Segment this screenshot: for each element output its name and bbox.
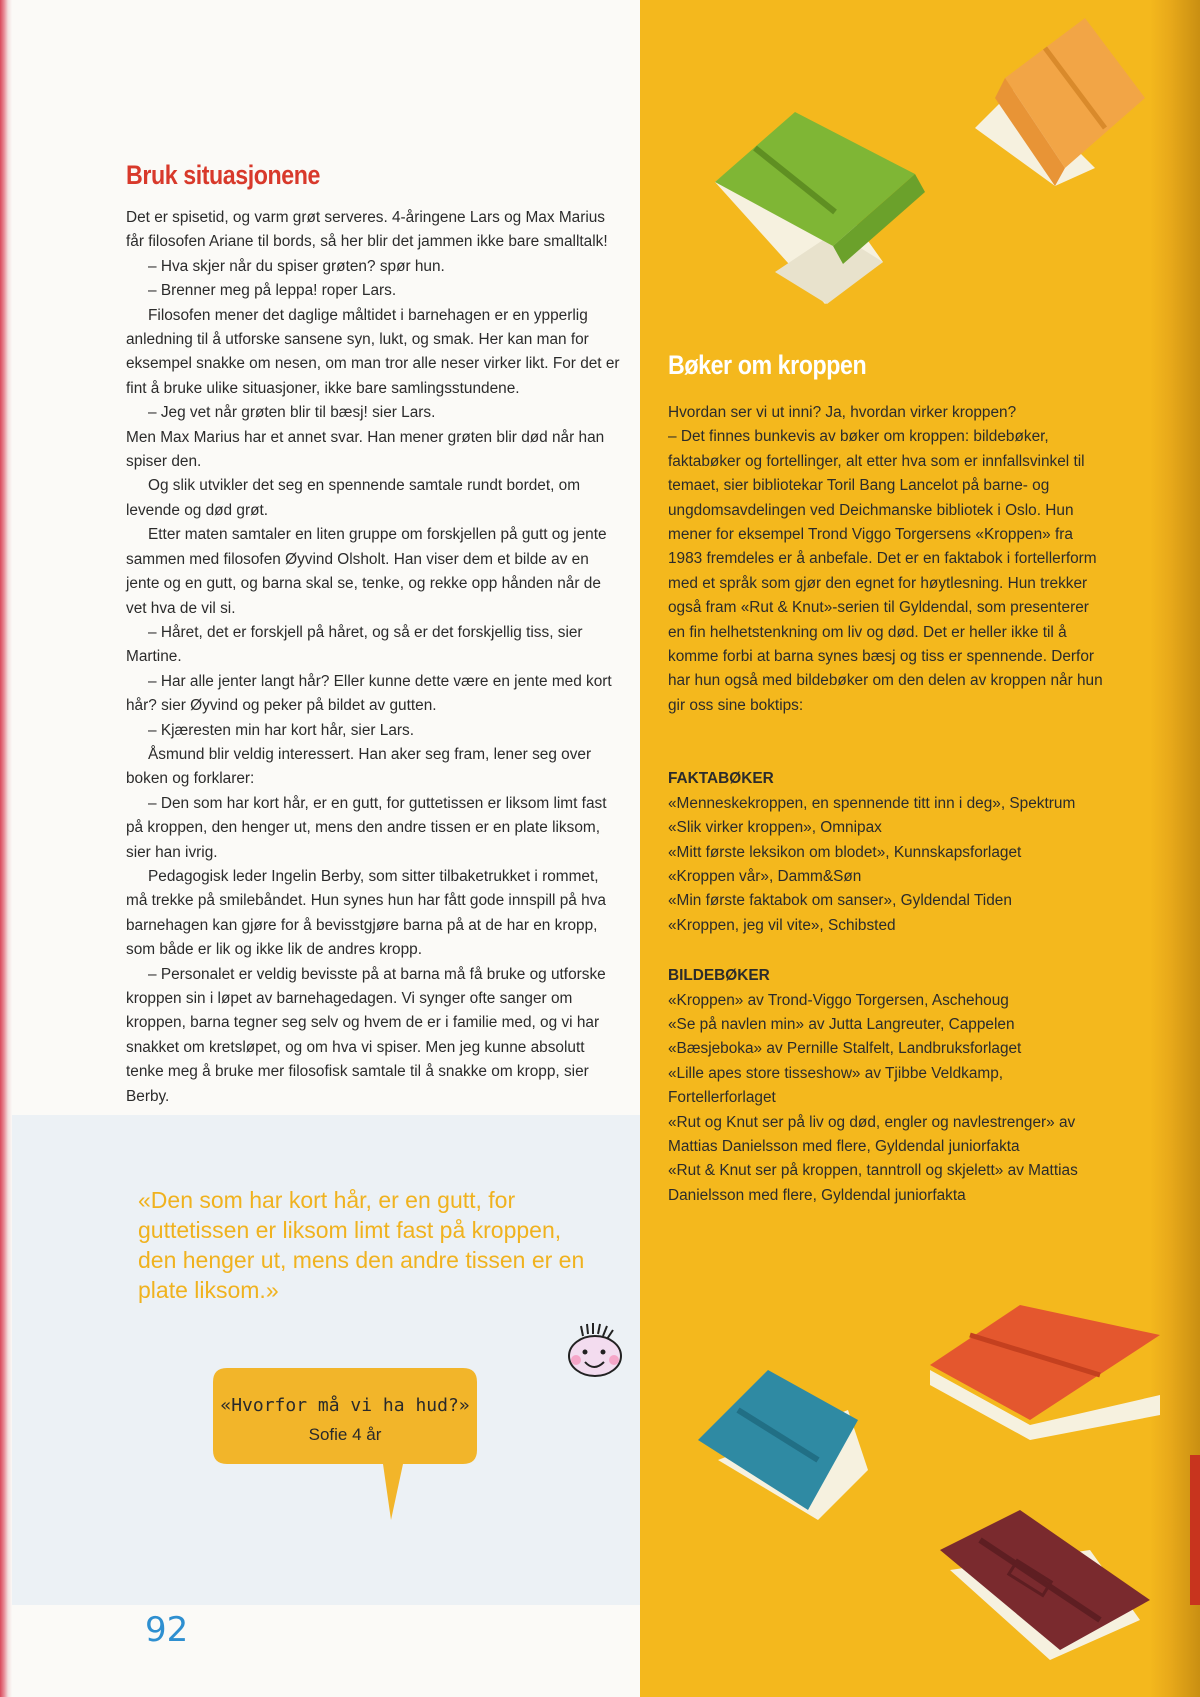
teal-book-icon (698, 1360, 878, 1525)
list-item: «Mitt første leksikon om blodet», Kunnskapsforlaget (668, 843, 1022, 861)
list-item: «Se på navlen min» av Jutta Langreuter, Cappelen (668, 1015, 1015, 1033)
article-paragraph: Pedagogisk leder Ingelin Berby, som sitter tilbaketrukket i rommet, må trekke på smilebåndet. Hun synes hun har fått gode innspill på hva barnehagen kan gjøre for å bevisstgjøre barna på at de har en kropp, som både er lik og ikke lik de andres kropp. (126, 867, 606, 959)
book-list-faktaboker (668, 767, 1108, 938)
list-item: «Kroppen vår», Damm&Søn (668, 867, 862, 885)
book-list-bildeboker (668, 964, 1108, 1208)
list-item: «Kroppen» av Trond-Viggo Torgersen, Aschehoug (668, 991, 1009, 1009)
list-item: «Bæsjeboka» av Pernille Stalfelt, Landbruksforlaget (668, 1040, 1022, 1058)
article-paragraph: – Har alle jenter langt hår? Eller kunne dette være en jente med kort hår? sier Øyvind og peker på bildet av gutten. (126, 672, 612, 715)
page-fold-shadow (1150, 0, 1200, 1697)
page-edge-stripe (0, 0, 12, 1697)
article-paragraph: Og slik utvikler det seg en spennende samtale rundt bordet, om levende og død grøt. (126, 477, 581, 519)
red-book-icon (930, 1305, 1160, 1440)
green-book-icon (715, 112, 930, 307)
list-heading: FAKTABØKER (668, 770, 774, 788)
sidebar-title: Bøker om kroppen (668, 350, 867, 380)
bubble-quote-text: «Hvorfor må vi ha hud?» (220, 1395, 470, 1416)
article-paragraph: Filosofen mener det daglige måltidet i barnehagen er en ypperlig anledning til å utforske sansene syn, lukt, og smak. Her kan man for eksempel snakke om nesen, om man tror alle neser virker likt. For det er fint å bruke ulike situasjoner, ikke bare samlingsstundene. (126, 306, 620, 397)
article-body (126, 206, 624, 1109)
page-tab-marker (1190, 1455, 1200, 1605)
list-item: «Lille apes store tisseshow» av Tjibbe Veldkamp, Fortellerforlaget (668, 1064, 1004, 1107)
article-title: Bruk situasjonene (126, 160, 320, 190)
list-item: «Kroppen, jeg vil vite», Schibsted (668, 916, 896, 934)
list-item: «Min første faktabok om sanser», Gyldendal Tiden (668, 892, 1012, 910)
sidebar-intro: – Det finnes bunkevis av bøker om kroppen: bildebøker, faktabøker og fortellinger, alt etter hva som er innfallsvinkel til temaet, sier bibliotekar Toril Bang Lancelot på barne- og ungdomsavdelingen ved Deichmanske bibliotek i Oslo. Hun mener for eksempel Trond Viggo Torgersens «Kroppen» fra 1983 fremdeles er å anbefale. Det er en faktabok i fortellerform med et språk som gjør den egnet for høytlesning. Hun trekker også fram «Rut & Knut»-serien til Gyldendal, som presenterer en fin helhetstenkning om liv og død. Det er heller ikke til å komme forbi at barna synes bæsj og tiss er spennende. Derfor har hun også med bildebøker om den delen av kroppen når hun gir oss sine boktips: (668, 428, 1103, 714)
article-paragraph: Det er spisetid, og varm grøt serveres. 4-åringene Lars og Max Marius får filosofen Ariane til bords, så her blir det jammen ikke bare smalltalk! (126, 209, 608, 251)
orange-book-icon (975, 18, 1150, 188)
article-paragraph: Men Max Marius har et annet svar. Han mener grøten blir død når han spiser den. (126, 428, 605, 471)
article-paragraph: – Hva skjer når du spiser grøten? spør hun. (148, 257, 445, 275)
sidebar-body (668, 401, 1108, 1208)
article-paragraph: – Kjæresten min har kort hår, sier Lars. (148, 721, 415, 739)
pull-quote: «Den som har kort hår, er en gutt, for guttetissen er liksom limt fast på kroppen, den henger ut, mens den andre tissen er en plate liksom.» (138, 1187, 585, 1303)
list-item: «Menneskekroppen, en spennende titt inn i deg», Spektrum (668, 794, 1076, 812)
list-heading: BILDEBØKER (668, 967, 770, 985)
article-paragraph: – Personalet er veldig bevisste på at barna må få bruke og utforske kroppen sin i løpet av barnehagedagen. Vi synger ofte sanger om kroppen, barna tegner seg selv og hvem de er i familie med, og vi har snakket om kretsløpet, og om hva vi spiser. Men jeg kunne absolutt tenke meg å bruke mer filosofisk samtale til å snakke om kropp, sier Berby. (126, 965, 606, 1105)
smiling-face-icon (563, 1322, 627, 1380)
article-paragraph: – Jeg vet når grøten blir til bæsj! sier Lars. (148, 404, 436, 422)
page-number: 92 (145, 1610, 189, 1650)
article-paragraph: – Brenner meg på leppa! roper Lars. (148, 282, 397, 300)
sidebar-intro: Hvordan ser vi ut inni? Ja, hvordan virker kroppen? (668, 404, 1017, 421)
bubble-author: Sofie 4 år (308, 1425, 382, 1444)
list-item: «Slik virker kroppen», Omnipax (668, 819, 882, 837)
list-item: «Rut & Knut ser på kroppen, tanntroll og skjelett» av Mattias Danielsson med flere, Gyldendal juniorfakta (668, 1162, 1078, 1204)
list-item: «Rut og Knut ser på liv og død, engler og navlestrenger» av Mattias Danielsson med flere, Gyldendal juniorfakta (668, 1113, 1076, 1155)
article-paragraph: Etter maten samtaler en liten gruppe om forskjellen på gutt og jente sammen med filosofen Øyvind Olsholt. Han viser dem et bilde av en jente og en gutt, og barna skal se, tenke, og rekke opp hånden når de vet hva de vil si. (126, 526, 607, 617)
bubble-quote (213, 1392, 477, 1448)
article-paragraph: – Håret, det er forskjell på håret, og så er det forskjellig tiss, sier Martine. (126, 623, 583, 666)
maroon-book-icon (940, 1510, 1155, 1665)
article-paragraph: Åsmund blir veldig interessert. Han aker seg fram, lener seg over boken og forklarer: (126, 745, 592, 788)
article-paragraph: – Den som har kort hår, er en gutt, for guttetissen er liksom limt fast på kroppen, den henger ut, mens den andre tissen er en plate liksom, sier han ivrig. (126, 794, 607, 861)
